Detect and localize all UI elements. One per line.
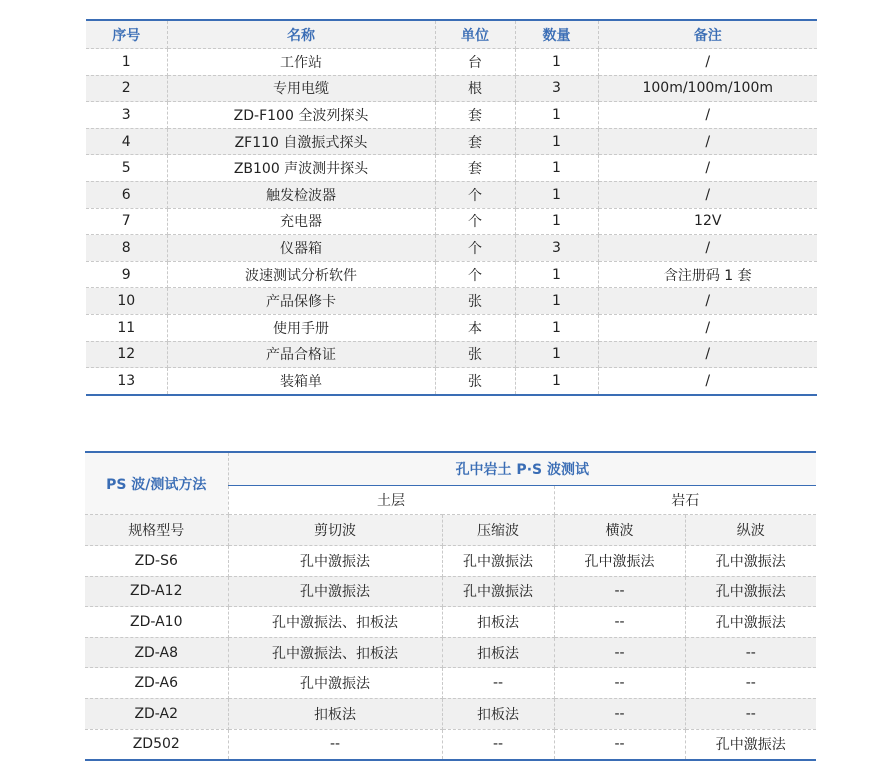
header-cell: 备注 bbox=[598, 20, 817, 49]
table-cell: 3 bbox=[515, 235, 598, 262]
packing-list-table bbox=[86, 19, 817, 396]
table-cell: -- bbox=[442, 729, 554, 760]
table-cell: -- bbox=[685, 668, 816, 699]
table-cell: ZD-A10 bbox=[85, 607, 228, 638]
table-row bbox=[85, 607, 816, 638]
spec-header: 规格型号 bbox=[85, 515, 228, 546]
table-cell: 个 bbox=[435, 235, 515, 262]
corner-header: PS 波/测试方法 bbox=[85, 452, 228, 515]
table-cell: 孔中激振法 bbox=[442, 546, 554, 577]
table-cell: 13 bbox=[86, 368, 167, 395]
table-row bbox=[85, 668, 816, 699]
table-cell: 100m/100m/100m bbox=[598, 75, 817, 102]
table-cell: 张 bbox=[435, 341, 515, 368]
table-cell: / bbox=[598, 102, 817, 129]
table-cell: 孔中激振法 bbox=[685, 729, 816, 760]
table-cell: 1 bbox=[86, 49, 167, 76]
table-row bbox=[86, 368, 817, 395]
table-header-row bbox=[85, 515, 816, 546]
table-cell: -- bbox=[442, 668, 554, 699]
table-cell: -- bbox=[554, 637, 685, 668]
table-cell: 1 bbox=[515, 261, 598, 288]
table-cell: -- bbox=[685, 698, 816, 729]
table-cell: 10 bbox=[86, 288, 167, 315]
table-cell: 9 bbox=[86, 261, 167, 288]
table-cell: 台 bbox=[435, 49, 515, 76]
table-cell: 个 bbox=[435, 181, 515, 208]
table-cell: 1 bbox=[515, 128, 598, 155]
table-cell: 1 bbox=[515, 49, 598, 76]
table-cell: -- bbox=[685, 637, 816, 668]
table-cell: 1 bbox=[515, 208, 598, 235]
table-row bbox=[85, 546, 816, 577]
table-cell: ZD-A8 bbox=[85, 637, 228, 668]
table-cell: / bbox=[598, 341, 817, 368]
header-cell: 纵波 bbox=[685, 515, 816, 546]
table-cell: 4 bbox=[86, 128, 167, 155]
table-cell: 套 bbox=[435, 155, 515, 182]
table-cell: 扣板法 bbox=[228, 698, 442, 729]
table-row bbox=[85, 698, 816, 729]
table-cell: 1 bbox=[515, 314, 598, 341]
table-cell: 孔中激振法、扣板法 bbox=[228, 637, 442, 668]
table-row bbox=[86, 235, 817, 262]
table-cell: 孔中激振法 bbox=[685, 607, 816, 638]
table-cell: 个 bbox=[435, 208, 515, 235]
table-cell: 装箱单 bbox=[167, 368, 435, 395]
table-cell: -- bbox=[228, 729, 442, 760]
table-row bbox=[86, 75, 817, 102]
header-cell: 数量 bbox=[515, 20, 598, 49]
table-cell: / bbox=[598, 49, 817, 76]
table-cell: -- bbox=[554, 729, 685, 760]
table-cell: 波速测试分析软件 bbox=[167, 261, 435, 288]
header-cell: 序号 bbox=[86, 20, 167, 49]
table-cell: 12V bbox=[598, 208, 817, 235]
table-cell: 孔中激振法 bbox=[228, 576, 442, 607]
table-row bbox=[86, 155, 817, 182]
table-cell: / bbox=[598, 155, 817, 182]
table-row bbox=[86, 288, 817, 315]
table-cell: ZD-A12 bbox=[85, 576, 228, 607]
table-cell: 含注册码 1 套 bbox=[598, 261, 817, 288]
table-cell: 5 bbox=[86, 155, 167, 182]
table-cell: / bbox=[598, 288, 817, 315]
ps-wave-test-table bbox=[85, 451, 816, 761]
table-cell: 1 bbox=[515, 181, 598, 208]
table-cell: 仪器箱 bbox=[167, 235, 435, 262]
table-row bbox=[86, 314, 817, 341]
table-cell: -- bbox=[554, 576, 685, 607]
table-cell: ZF110 自激振式探头 bbox=[167, 128, 435, 155]
table-row bbox=[86, 341, 817, 368]
table-cell: 使用手册 bbox=[167, 314, 435, 341]
table-cell: ZD-S6 bbox=[85, 546, 228, 577]
main-header: 孔中岩土 P·S 波测试 bbox=[228, 452, 816, 486]
group-header-soil: 土层 bbox=[228, 486, 554, 515]
table-cell: 1 bbox=[515, 368, 598, 395]
table-cell: 孔中激振法 bbox=[554, 546, 685, 577]
header-cell: 剪切波 bbox=[228, 515, 442, 546]
table-cell: 套 bbox=[435, 102, 515, 129]
table-cell: 孔中激振法、扣板法 bbox=[228, 607, 442, 638]
table-cell: / bbox=[598, 181, 817, 208]
table-row bbox=[86, 102, 817, 129]
table-cell: -- bbox=[554, 668, 685, 699]
table-cell: 1 bbox=[515, 102, 598, 129]
table-cell: 8 bbox=[86, 235, 167, 262]
table-cell: 孔中激振法 bbox=[228, 546, 442, 577]
table-header-row bbox=[86, 20, 817, 49]
table-cell: ZD-A2 bbox=[85, 698, 228, 729]
table-cell: 触发检波器 bbox=[167, 181, 435, 208]
table-cell: 产品保修卡 bbox=[167, 288, 435, 315]
table-cell: -- bbox=[554, 698, 685, 729]
table-cell: 工作站 bbox=[167, 49, 435, 76]
table-cell: 扣板法 bbox=[442, 607, 554, 638]
table-cell: 充电器 bbox=[167, 208, 435, 235]
table-cell: ZD-A6 bbox=[85, 668, 228, 699]
table-cell: 11 bbox=[86, 314, 167, 341]
table-cell: 3 bbox=[86, 102, 167, 129]
table-cell: 产品合格证 bbox=[167, 341, 435, 368]
table-cell: 专用电缆 bbox=[167, 75, 435, 102]
table-cell: 孔中激振法 bbox=[228, 668, 442, 699]
table-cell: 6 bbox=[86, 181, 167, 208]
header-cell: 名称 bbox=[167, 20, 435, 49]
table-cell: / bbox=[598, 314, 817, 341]
table-cell: / bbox=[598, 128, 817, 155]
table-row bbox=[86, 181, 817, 208]
table-cell: 扣板法 bbox=[442, 698, 554, 729]
table-cell: 1 bbox=[515, 155, 598, 182]
table-cell: 2 bbox=[86, 75, 167, 102]
table-cell: 1 bbox=[515, 341, 598, 368]
header-cell: 单位 bbox=[435, 20, 515, 49]
header-cell: 压缩波 bbox=[442, 515, 554, 546]
group-header-rock: 岩石 bbox=[554, 486, 816, 515]
table-cell: 个 bbox=[435, 261, 515, 288]
table-cell: 根 bbox=[435, 75, 515, 102]
table-cell: 孔中激振法 bbox=[442, 576, 554, 607]
table-row bbox=[86, 49, 817, 76]
table-cell: 套 bbox=[435, 128, 515, 155]
table-cell: 本 bbox=[435, 314, 515, 341]
table-cell: 12 bbox=[86, 341, 167, 368]
table-row bbox=[86, 208, 817, 235]
table-cell: ZD-F100 全波列探头 bbox=[167, 102, 435, 129]
table-cell: 1 bbox=[515, 288, 598, 315]
table-cell: ZB100 声波测井探头 bbox=[167, 155, 435, 182]
table-cell: 张 bbox=[435, 368, 515, 395]
table-row bbox=[85, 729, 816, 760]
table-row bbox=[85, 637, 816, 668]
table-cell: 孔中激振法 bbox=[685, 576, 816, 607]
table-cell: 孔中激振法 bbox=[685, 546, 816, 577]
table-row bbox=[86, 128, 817, 155]
table-cell: 张 bbox=[435, 288, 515, 315]
header-cell: 横波 bbox=[554, 515, 685, 546]
table-cell: 7 bbox=[86, 208, 167, 235]
table-cell: / bbox=[598, 235, 817, 262]
table-cell: 3 bbox=[515, 75, 598, 102]
table-cell: ZD502 bbox=[85, 729, 228, 760]
table-cell: 扣板法 bbox=[442, 637, 554, 668]
table-row bbox=[85, 576, 816, 607]
table-header-row bbox=[85, 452, 816, 486]
table-cell: / bbox=[598, 368, 817, 395]
table-row bbox=[86, 261, 817, 288]
table-cell: -- bbox=[554, 607, 685, 638]
